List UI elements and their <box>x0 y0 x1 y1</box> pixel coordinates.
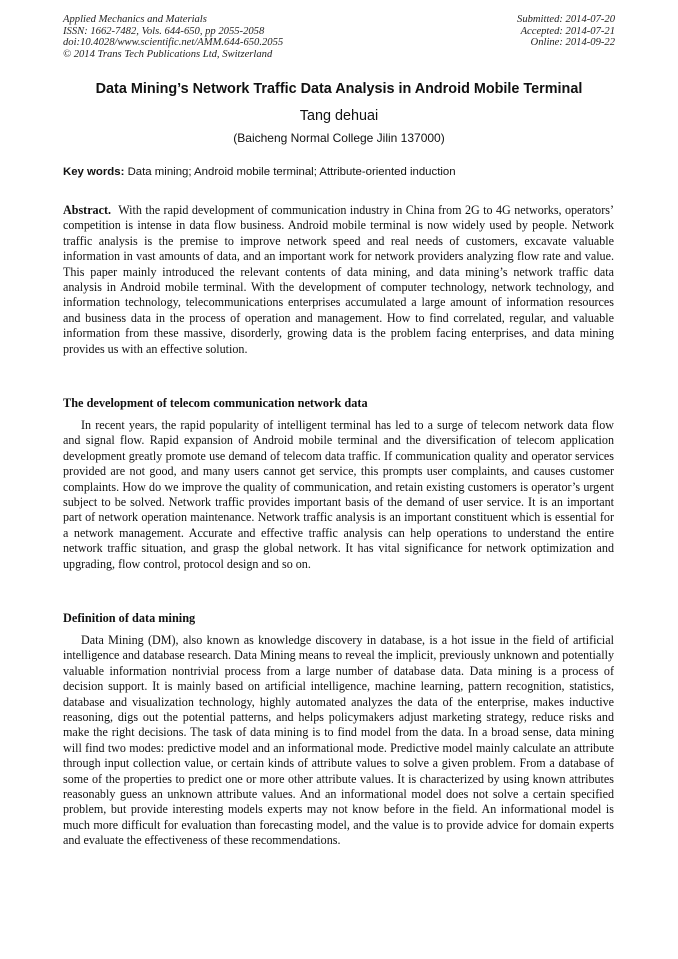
keywords-line <box>63 165 623 180</box>
accepted-date: Accepted: 2014-07-21 <box>520 25 615 37</box>
keywords-text: Data mining; Android mobile terminal; Attribute-oriented induction <box>127 166 456 178</box>
section-body-telecom-data: In recent years, the rapid popularity of intelligent terminal has led to a surge of telecom network data flow and signal flow. Rapid expansion of Android mobile terminal and the diversification of telecom application development greatly promote use demand of telecom data traffic. If communication quality and operator services provided are not good, and many users cannot get service, this prompts user complaints, and causes customer complaints. How do we improve the quality of communication, and retain existing customers is operator’s urgent subject to be solved. Network traffic provides important basis of the demand of user service. It is an important part of network operation maintenance. Network traffic analysis is an important constituent which is essential for a network management. Accurate and effective traffic analysis can help operations to understand the entire network traffic situation, and grasp the global network. It has vital significance for network optimization and upgrading, flow control, protocol design and so on. <box>63 418 614 571</box>
dates-header <box>517 14 615 49</box>
journal-header <box>63 14 283 60</box>
paper-author: Tang dehuai <box>299 108 379 124</box>
copyright-line: © 2014 Trans Tech Publications Ltd, Switzerland <box>63 48 273 60</box>
section-heading-data-mining: Definition of data mining <box>63 611 196 625</box>
journal-name: Applied Mechanics and Materials <box>63 14 207 25</box>
doi-line: doi:10.4028/www.scientific.net/AMM.644-650.2055 <box>63 37 284 49</box>
abstract-label: Abstract. <box>63 203 112 217</box>
author-affiliation: (Baicheng Normal College Jilin 137000) <box>233 131 445 145</box>
submitted-date: Submitted: 2014-07-20 <box>517 14 615 25</box>
abstract-paragraph <box>63 203 614 357</box>
issn-line: ISSN: 1662-7482, Vols. 644-650, pp 2055-2058 <box>63 25 265 37</box>
section-body-data-mining: Data Mining (DM), also known as knowledge discovery in database, is a hot issue in the field of artificial intelligence and database research. Data Mining means to reveal the implicit, previously unknown and potentially valuable information nontrivial process from a large number of database data. Data mining is a process of decision support. It is mainly based on artificial intelligence, machine learning, pattern recognition, statistics, database and visualization technology, highly automated analyzes the data of the enterprise, makes inductive reasoning, digs out the potential patterns, and helps policymakers adjust marketing strategy, reduce risks and make the right decisions. The task of data mining is to find model from the data. In a broad sense, data mining will find two modes: predictive model and an informational mode. Predictive model mainly calculate an attribute through input collection value, or certain kinds of attribute values to solve a given problem. From a database of some of the properties to predict one or more other attribute values. It is characterized by using known attributes reasonably guess an unknown attribute values. And an informational model does not solve a certain specified problem, but provide interesting models experts may not know before in the field. An informational model is much more difficult for evaluation than forecasting model, and the value is to provide advice for domain experts and evaluate the effectiveness of these recommendations. <box>63 633 614 848</box>
abstract-text: With the rapid development of communication industry in China from 2G to 4G networks, operators’ competition is intense in data flow business. Android mobile terminal is now widely used by people. Network traffic analysis is the premise to improve network speed and real needs of customers, excavate valuable information in vast amounts of data, and an important work for network providers analyzing flow rate and value. This paper mainly introduced the relevant contents of data mining, and data mining’s network traffic data analysis in Android mobile terminal. With the development of computer technology, network technology, and information technology, telecommunications enterprises accumulated a large amount of information resources and business data in the process of operation and management. How to find correlated, regular, and valuable information from these massive, disorderly, growing data is the problem facing enterprises, and data mining provides us with an effective solution. <box>63 203 614 356</box>
online-date: Online: 2014-09-22 <box>530 37 615 49</box>
section-heading-telecom-data: The development of telecom communication network data <box>63 396 368 410</box>
paper-title: Data Mining’s Network Traffic Data Analysis in Android Mobile Terminal <box>95 81 583 97</box>
keywords-label: Key words: <box>63 166 125 178</box>
